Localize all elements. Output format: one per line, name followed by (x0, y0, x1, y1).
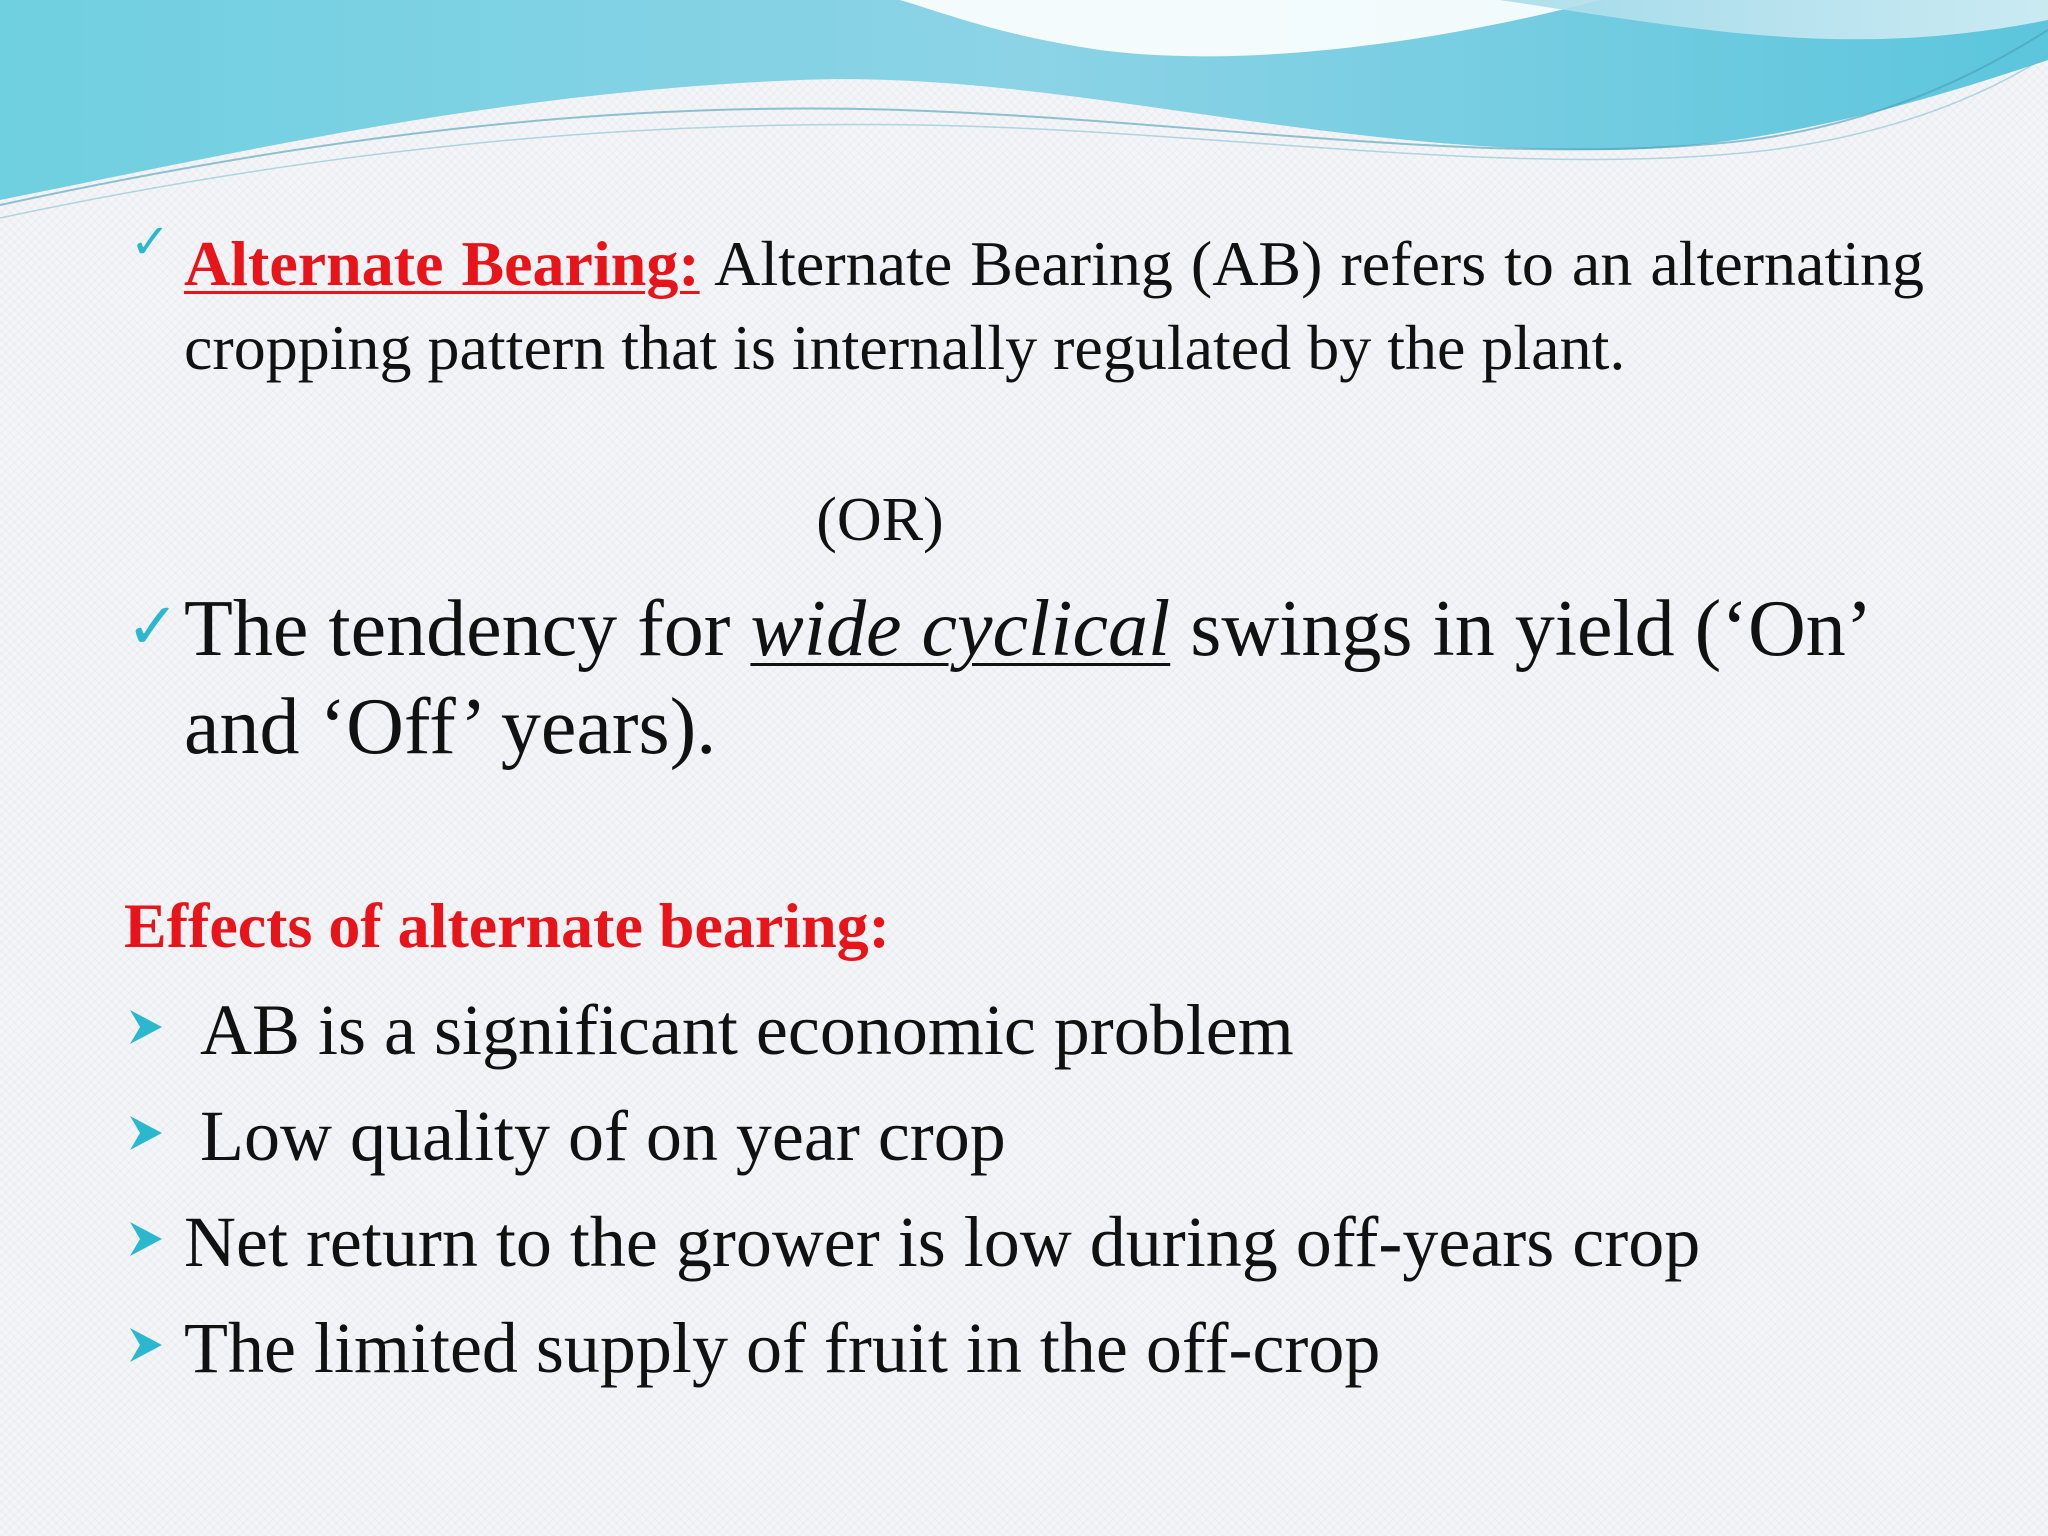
definition-paragraph (184, 222, 1924, 390)
alt-text-after: swings in yield (‘On’ and ‘Off’ years). (184, 585, 1867, 771)
arrow-bullet-icon (130, 1010, 162, 1044)
alternate-definition-paragraph (184, 580, 1924, 776)
effects-heading: Effects of alternate bearing: (124, 890, 890, 961)
effect-item: Low quality of on year crop (200, 1096, 1006, 1176)
check-icon: ✓ (126, 590, 180, 664)
arrow-bullet-icon (130, 1222, 162, 1256)
effect-item: AB is a significant economic problem (200, 990, 1294, 1070)
or-separator: (OR) (816, 486, 944, 554)
arrow-bullet-icon (130, 1328, 162, 1362)
definition-term: Alternate Bearing: (184, 228, 700, 299)
check-icon: ✓ (130, 214, 171, 270)
alt-emphasis: wide cyclical (750, 585, 1171, 673)
alt-text-before: The tendency for (184, 585, 751, 673)
definition-text: Alternate Bearing (AB) refers to an alternating cropping pattern that is internally regulated by the plant. (184, 228, 1925, 383)
arrow-bullet-icon (130, 1116, 162, 1150)
effect-item: Net return to the grower is low during off-years crop (184, 1202, 1701, 1282)
effect-item: The limited supply of fruit in the off-crop (184, 1308, 1381, 1388)
